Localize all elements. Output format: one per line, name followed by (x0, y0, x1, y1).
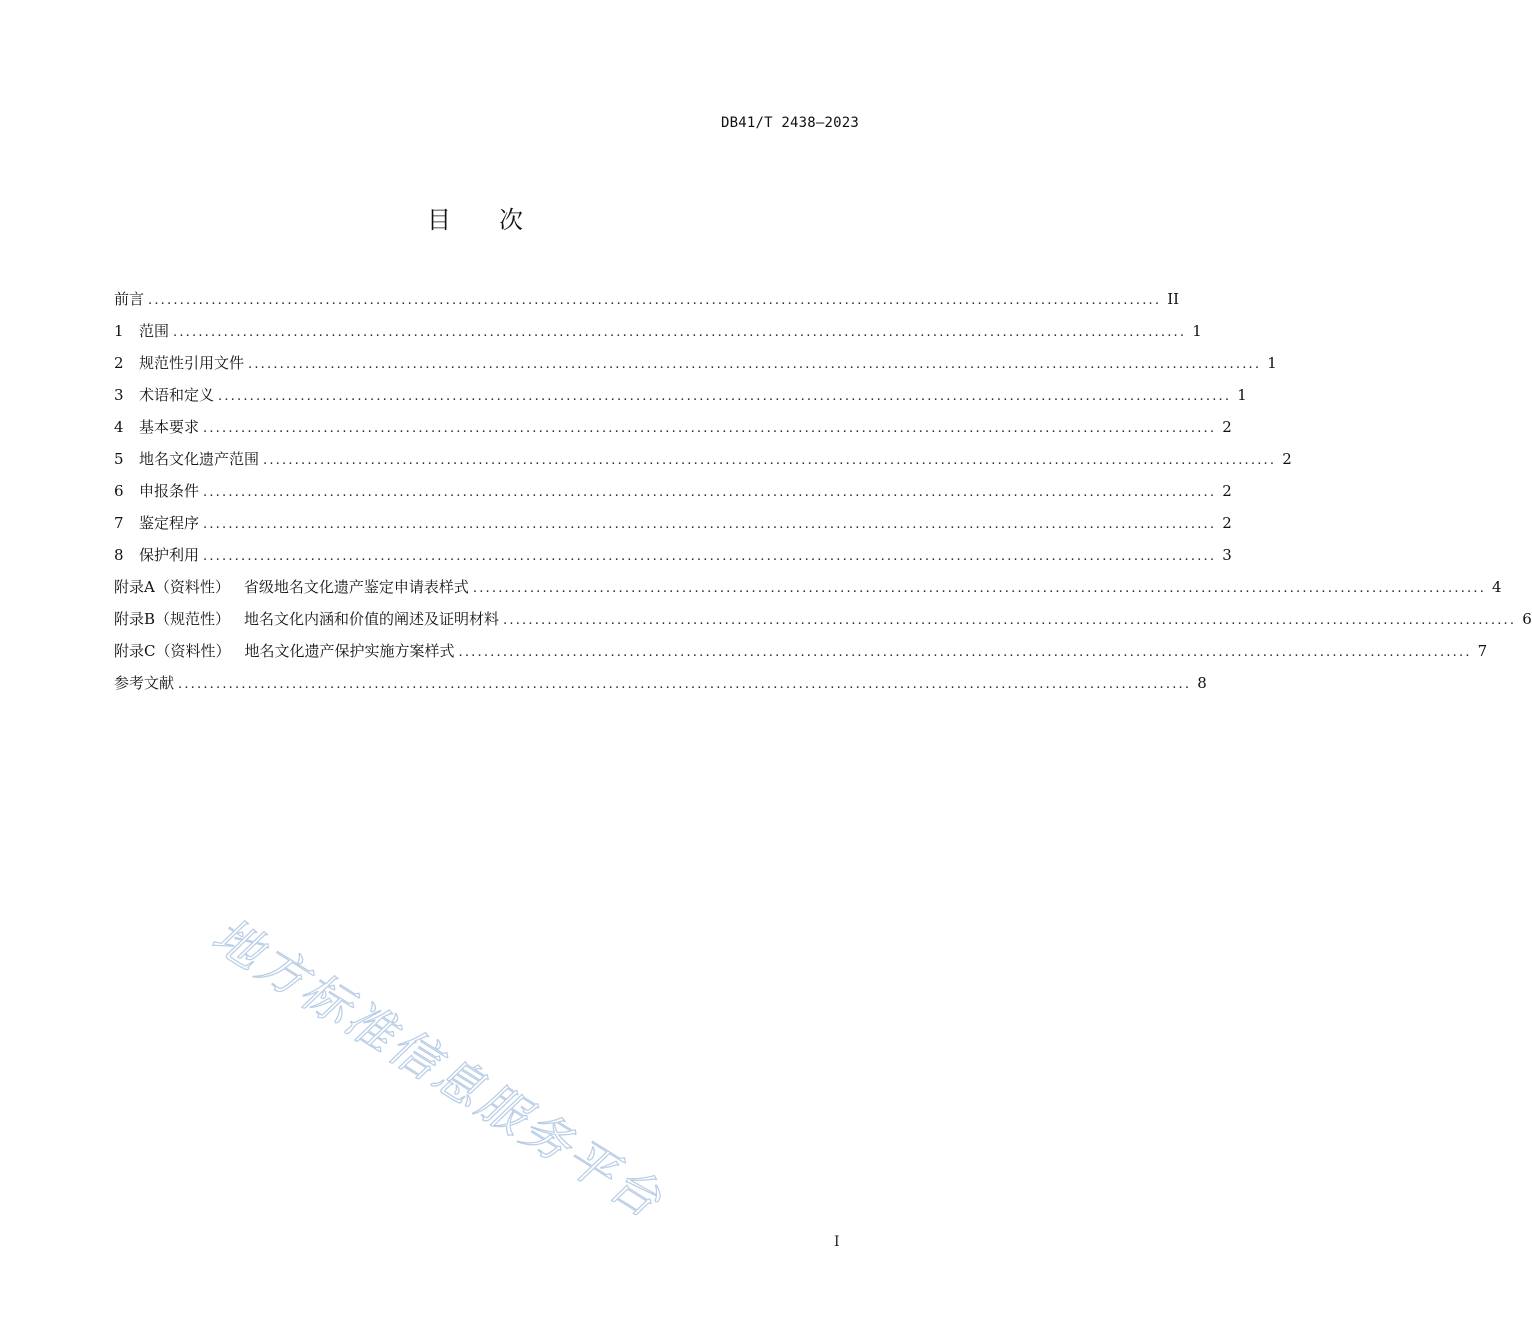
page-number: I (834, 1234, 840, 1250)
toc-leader-dots: ................................................................................................................................................................ (248, 357, 1262, 372)
toc-entry-page: 1 (1267, 354, 1277, 372)
toc-title (0, 200, 950, 235)
toc-entry-label: 地名文化遗产范围 (139, 450, 260, 468)
toc-leader-dots: ................................................................................................................................................................ (472, 581, 1487, 596)
table-of-contents (114, 283, 1532, 699)
toc-leader-dots: ................................................................................................................................................................ (458, 645, 1472, 660)
annex-title: 省级地名文化遗产鉴定申请表样式 (243, 578, 469, 596)
toc-entry-label: 鉴定程序 (139, 514, 200, 532)
toc-entry-label (114, 635, 455, 667)
toc-leader-dots: ................................................................................................................................................................ (218, 389, 1232, 404)
toc-entry-label (114, 603, 499, 635)
toc-entry-bibliography[interactable] (114, 667, 1207, 699)
toc-entry-annex-c[interactable] (114, 635, 1488, 667)
toc-leader-dots: ................................................................................................................................................................ (263, 453, 1277, 468)
toc-leader-dots: ................................................................................................................................................................ (148, 293, 1162, 308)
toc-entry-label: 术语和定义 (139, 386, 215, 404)
toc-entry-1[interactable] (114, 315, 1202, 347)
toc-entry-annex-a[interactable] (114, 571, 1502, 603)
standard-code: DB41/T 2438—2023 (720, 115, 859, 131)
toc-entry-number: 8 (114, 546, 124, 564)
toc-entry-label: 基本要求 (139, 418, 200, 436)
toc-entry-number: 3 (114, 386, 124, 404)
toc-entry-page: 6 (1522, 610, 1532, 628)
toc-entry-8[interactable] (114, 539, 1232, 571)
toc-entry-number: 7 (114, 514, 124, 532)
toc-leader-dots: ................................................................................................................................................................ (173, 325, 1187, 340)
toc-entry-number: 5 (114, 450, 124, 468)
toc-entry-page: 2 (1282, 450, 1292, 468)
annex-prefix: 附录A（资料性） (114, 578, 230, 596)
toc-entry-number: 2 (114, 354, 124, 372)
toc-entry-label: 参考文献 (114, 674, 175, 692)
toc-entry-4[interactable] (114, 411, 1232, 443)
toc-leader-dots: ................................................................................................................................................................ (503, 613, 1517, 628)
toc-entry-page: 3 (1222, 546, 1232, 564)
toc-entry-number: 6 (114, 482, 124, 500)
toc-leader-dots: ................................................................................................................................................................ (203, 421, 1217, 436)
toc-entry-number: 1 (114, 322, 124, 340)
toc-entry-label: 申报条件 (139, 482, 200, 500)
toc-entry-7[interactable] (114, 507, 1232, 539)
toc-entry-page: 4 (1492, 578, 1502, 596)
toc-entry-page: 2 (1222, 418, 1232, 436)
toc-entry-6[interactable] (114, 475, 1232, 507)
toc-entry-annex-b[interactable] (114, 603, 1532, 635)
toc-entry-page: 7 (1477, 642, 1488, 660)
toc-entry-5[interactable] (114, 443, 1292, 475)
toc-leader-dots: ................................................................................................................................................................ (178, 677, 1192, 692)
toc-entry-3[interactable] (114, 379, 1247, 411)
toc-entry-label (114, 571, 469, 603)
annex-title: 地名文化内涵和价值的阐述及证明材料 (244, 610, 500, 628)
toc-title-char-1: 目 (427, 206, 451, 234)
toc-entry-label: 前言 (114, 290, 145, 308)
toc-entry-2[interactable] (114, 347, 1277, 379)
toc-entry-page: 1 (1237, 386, 1247, 404)
toc-entry-label: 规范性引用文件 (139, 354, 245, 372)
toc-leader-dots: ................................................................................................................................................................ (203, 485, 1217, 500)
toc-entry-label: 保护利用 (139, 546, 200, 564)
toc-entry-foreword[interactable] (114, 283, 1180, 315)
annex-title: 地名文化遗产保护实施方案样式 (244, 642, 455, 660)
annex-prefix: 附录C（资料性） (114, 642, 231, 660)
toc-entry-label: 范围 (139, 322, 170, 340)
toc-entry-page: 2 (1222, 482, 1232, 500)
toc-entry-number: 4 (114, 418, 124, 436)
toc-entry-page: 1 (1192, 322, 1202, 340)
toc-title-char-2: 次 (499, 206, 523, 234)
toc-entry-page: II (1167, 290, 1180, 308)
toc-entry-page: 8 (1197, 674, 1207, 692)
annex-prefix: 附录B（规范性） (114, 610, 231, 628)
toc-entry-page: 2 (1222, 514, 1232, 532)
toc-leader-dots: ................................................................................................................................................................ (203, 517, 1217, 532)
watermark: 地方标准信息服务平台 (202, 907, 674, 1231)
toc-leader-dots: ................................................................................................................................................................ (203, 549, 1217, 564)
